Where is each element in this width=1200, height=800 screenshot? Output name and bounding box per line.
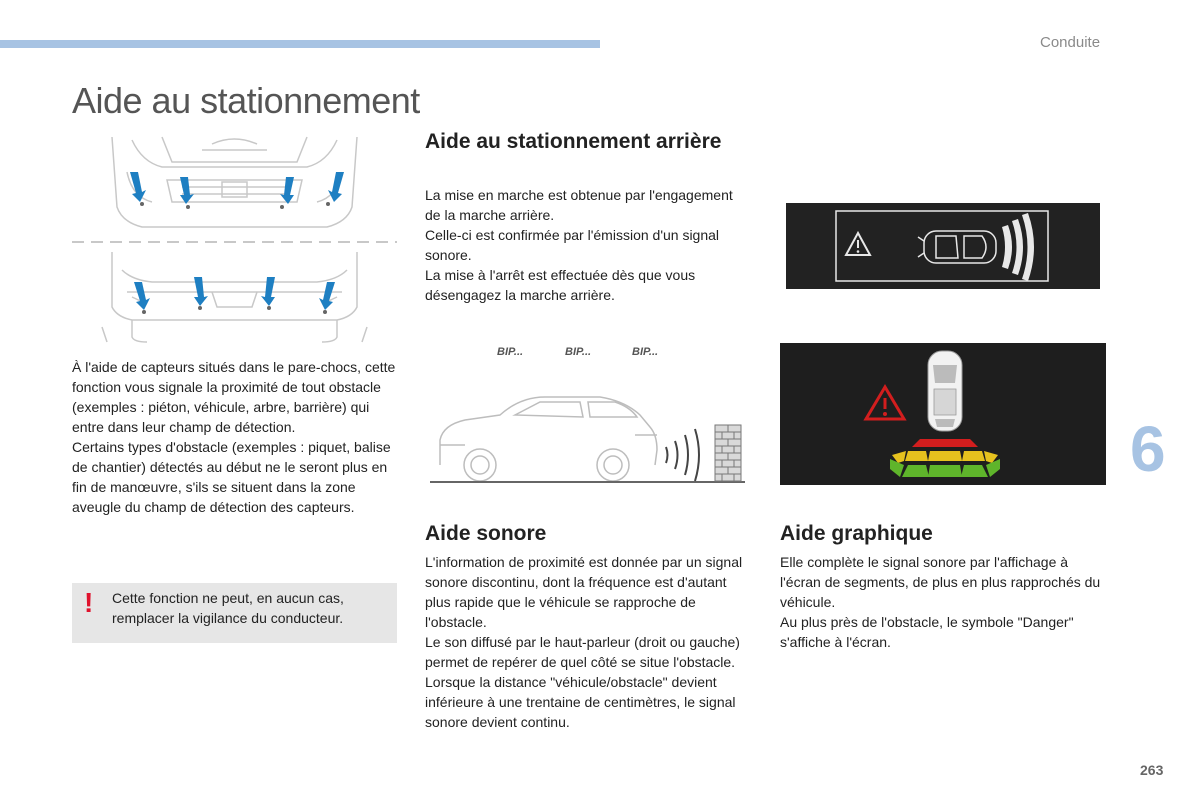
sound-aid-line: Lorsque la distance "véhicule/obstacle" devient inférieure à une trentaine de centimètres, le signal sonore devient continu.: [425, 674, 736, 730]
bip-label: BIP...: [497, 346, 524, 358]
sound-aid-line: L'information de proximité est donnée par un signal sonore discontinu, dont la fréquence est d'autant plus rapide que le véhicule se rapproche de l'obstacle.: [425, 554, 743, 630]
page-title: Aide au stationnement: [72, 80, 420, 121]
rear-parking-line: La mise en marche est obtenue par l'engagement de la marche arrière.: [425, 187, 733, 223]
sound-alert-illustration: [425, 335, 750, 490]
rear-parking-text: [425, 185, 745, 305]
bip-label: BIP...: [632, 346, 659, 358]
chapter-number: 6: [1130, 413, 1166, 485]
graphic-parking-display: [780, 343, 1106, 485]
reverse-screen-display: [786, 203, 1100, 289]
intro-text: [72, 357, 402, 517]
bumper-sensors-illustration: [72, 132, 397, 347]
warning-text: Cette fonction ne peut, en aucun cas, remplacer la vigilance du conducteur.: [112, 590, 344, 626]
header-rule: [0, 40, 600, 48]
bip-label: BIP...: [565, 346, 592, 358]
graphic-aid-text: [780, 552, 1110, 652]
graphic-aid-line: Au plus près de l'obstacle, le symbole "Danger" s'affiche à l'écran.: [780, 614, 1074, 650]
graphic-aid-heading: Aide graphique: [780, 522, 933, 545]
sound-aid-line: Le son diffusé par le haut-parleur (droit ou gauche) permet de repérer de quel côté se situe l'obstacle.: [425, 634, 740, 670]
rear-parking-line: Celle-ci est confirmée par l'émission d'un signal sonore.: [425, 227, 720, 263]
page-number: 263: [1140, 762, 1164, 778]
car-top-view-icon: [928, 351, 962, 431]
warning-icon: !: [84, 587, 94, 618]
sound-aid-text: [425, 552, 755, 732]
rear-parking-heading: Aide au stationnement arrière: [425, 130, 722, 153]
warning-box: [72, 583, 397, 643]
sound-aid-heading: Aide sonore: [425, 522, 547, 545]
section-label: Conduite: [1040, 34, 1101, 51]
rear-parking-line: La mise à l'arrêt est effectuée dès que vous désengagez la marche arrière.: [425, 267, 696, 303]
graphic-aid-line: Elle complète le signal sonore par l'affichage à l'écran de segments, de plus en plus rapprochés du véhicule.: [780, 554, 1101, 610]
intro-paragraph: À l'aide de capteurs situés dans le pare-chocs, cette fonction vous signale la proximité de tout obstacle (exemples : piéton, véhicule, arbre, barrière) qui entre dans leur champ de détection.: [72, 359, 396, 435]
intro-paragraph: Certains types d'obstacle (exemples : piquet, balise de chantier) détectés au début ne le seront plus en fin de manœuvre, s'ils se situent dans la zone aveugle du champ de détection des capteurs.: [72, 439, 391, 515]
